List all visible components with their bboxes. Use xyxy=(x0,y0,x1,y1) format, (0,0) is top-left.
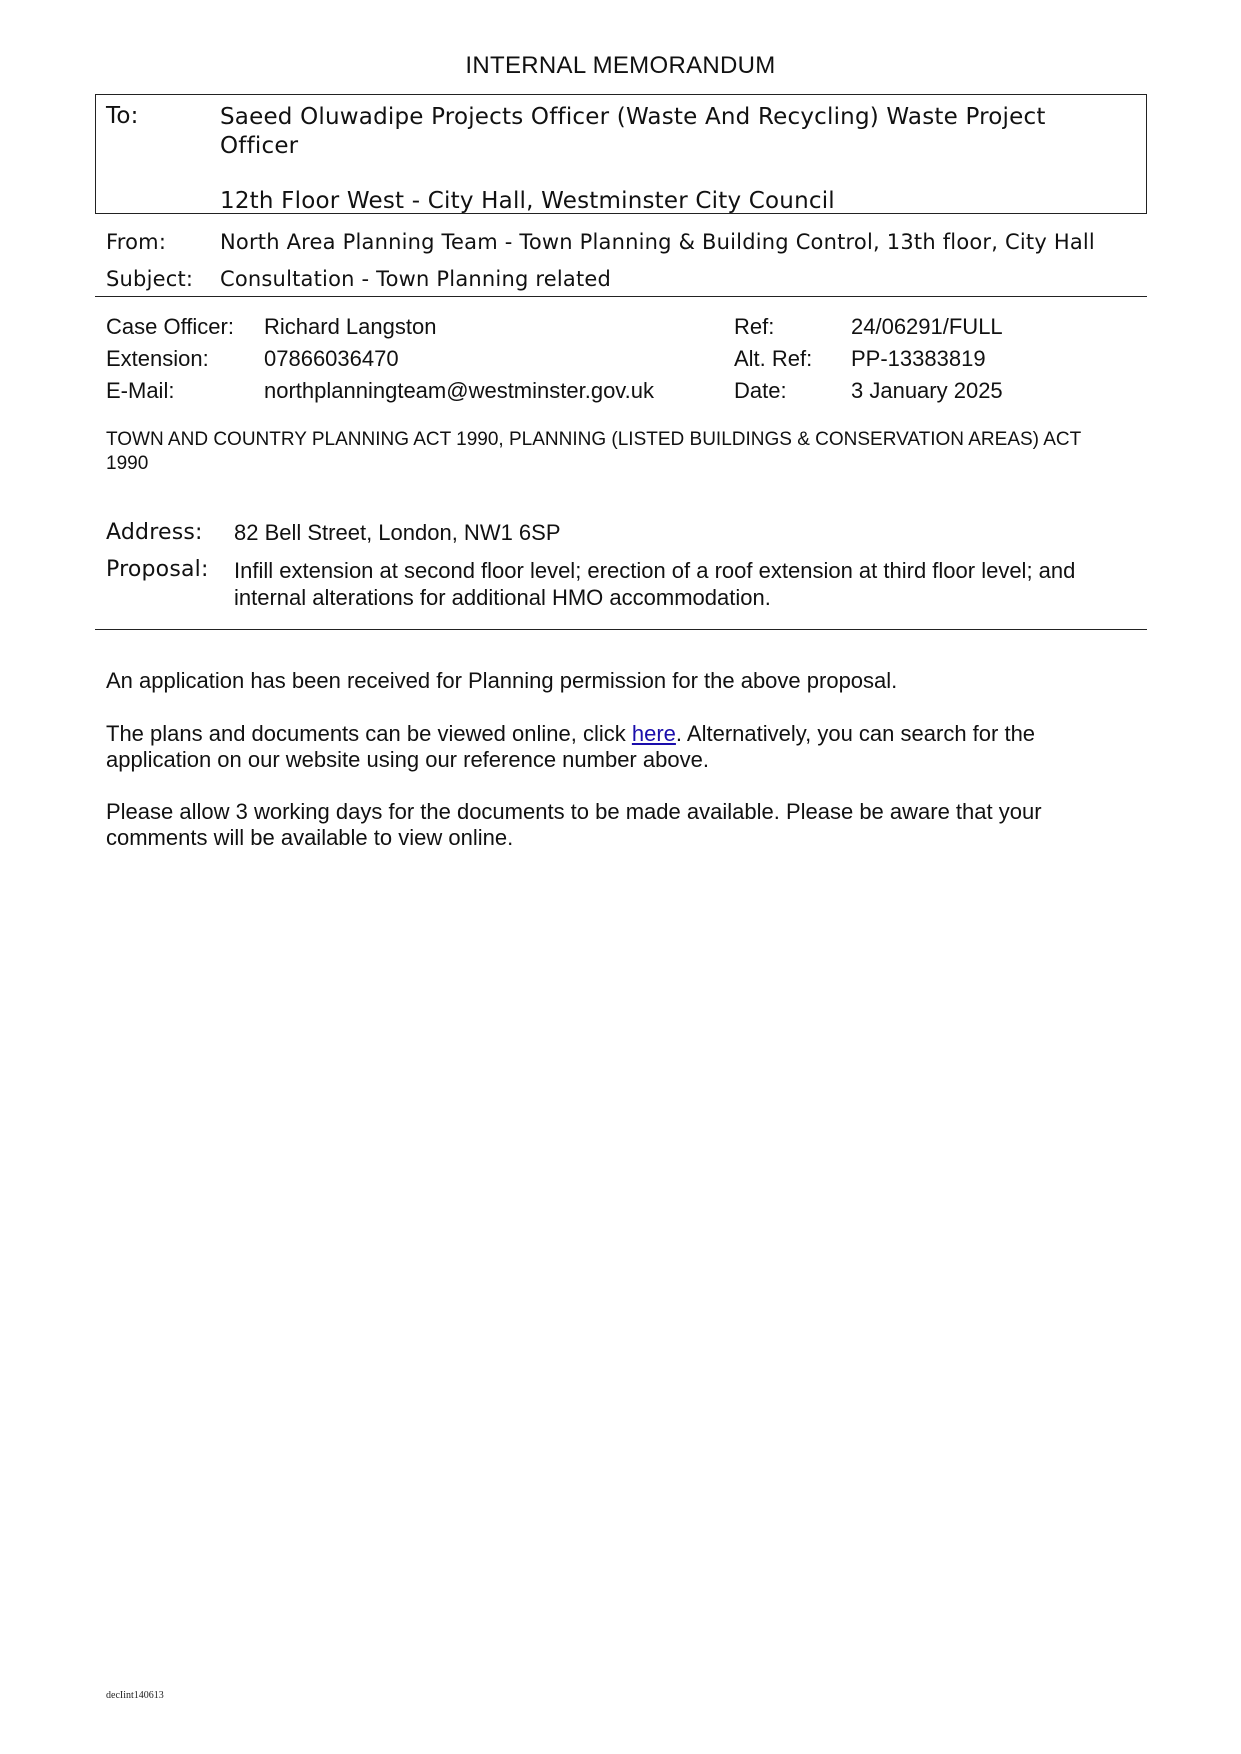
proposal-value: Infill extension at second floor level; erection of a roof extension at third floor level; and internal alterations for additional HMO accommodation. xyxy=(234,558,1076,610)
to-recipient-name: Saeed Oluwadipe Projects Officer (Waste And Recycling) Waste Project Officer xyxy=(220,104,1046,159)
memo-title: INTERNAL MEMORANDUM xyxy=(465,52,776,79)
body-paragraph-1: An application has been received for Planning permission for the above proposal. xyxy=(106,668,898,693)
address-label: Address: xyxy=(106,520,203,545)
header-divider xyxy=(95,296,1147,297)
body-paragraph-2-before: The plans and documents can be viewed online, click xyxy=(106,721,632,746)
email-label: E-Mail: xyxy=(106,378,175,403)
alt-ref-value: PP-13383819 xyxy=(851,346,986,371)
ref-label: Ref: xyxy=(734,314,775,339)
act-reference: TOWN AND COUNTRY PLANNING ACT 1990, PLANNING (LISTED BUILDINGS & CONSERVATION AREAS) ACT 1990 xyxy=(106,429,1081,474)
footer-code: decIint140613 xyxy=(106,1690,164,1701)
date-value: 3 January 2025 xyxy=(851,378,1003,403)
body-paragraph-2 xyxy=(106,721,1126,773)
alt-ref-label: Alt. Ref: xyxy=(734,346,813,371)
proposal-label: Proposal: xyxy=(106,557,209,582)
documents-link[interactable]: here xyxy=(631,721,676,746)
email-value: northplanningteam@westminster.gov.uk xyxy=(264,378,655,403)
body-paragraph-3: Please allow 3 working days for the documents to be made available. Please be aware that your comments will be available to view online. xyxy=(106,799,1042,850)
case-officer-value: Richard Langston xyxy=(264,314,437,339)
extension-value: 07866036470 xyxy=(264,346,399,371)
ref-value: 24/06291/FULL xyxy=(851,314,1003,339)
subject-label: Subject: xyxy=(106,267,194,291)
proposal-divider xyxy=(95,629,1147,630)
extension-label: Extension: xyxy=(106,346,209,371)
from-value: North Area Planning Team - Town Planning & Building Control, 13th floor, City Hall xyxy=(220,230,1095,254)
to-recipient-address: 12th Floor West - City Hall, Westminster City Council xyxy=(220,188,835,214)
date-label: Date: xyxy=(734,378,787,403)
subject-value: Consultation - Town Planning related xyxy=(220,267,612,291)
address-value: 82 Bell Street, London, NW1 6SP xyxy=(234,520,561,545)
case-officer-label: Case Officer: xyxy=(106,314,234,339)
to-label: To: xyxy=(106,103,139,129)
from-label: From: xyxy=(106,230,167,254)
body-paragraph-2-after: . Alternatively, you can search for the application on our website using our reference number above. xyxy=(106,721,1036,772)
